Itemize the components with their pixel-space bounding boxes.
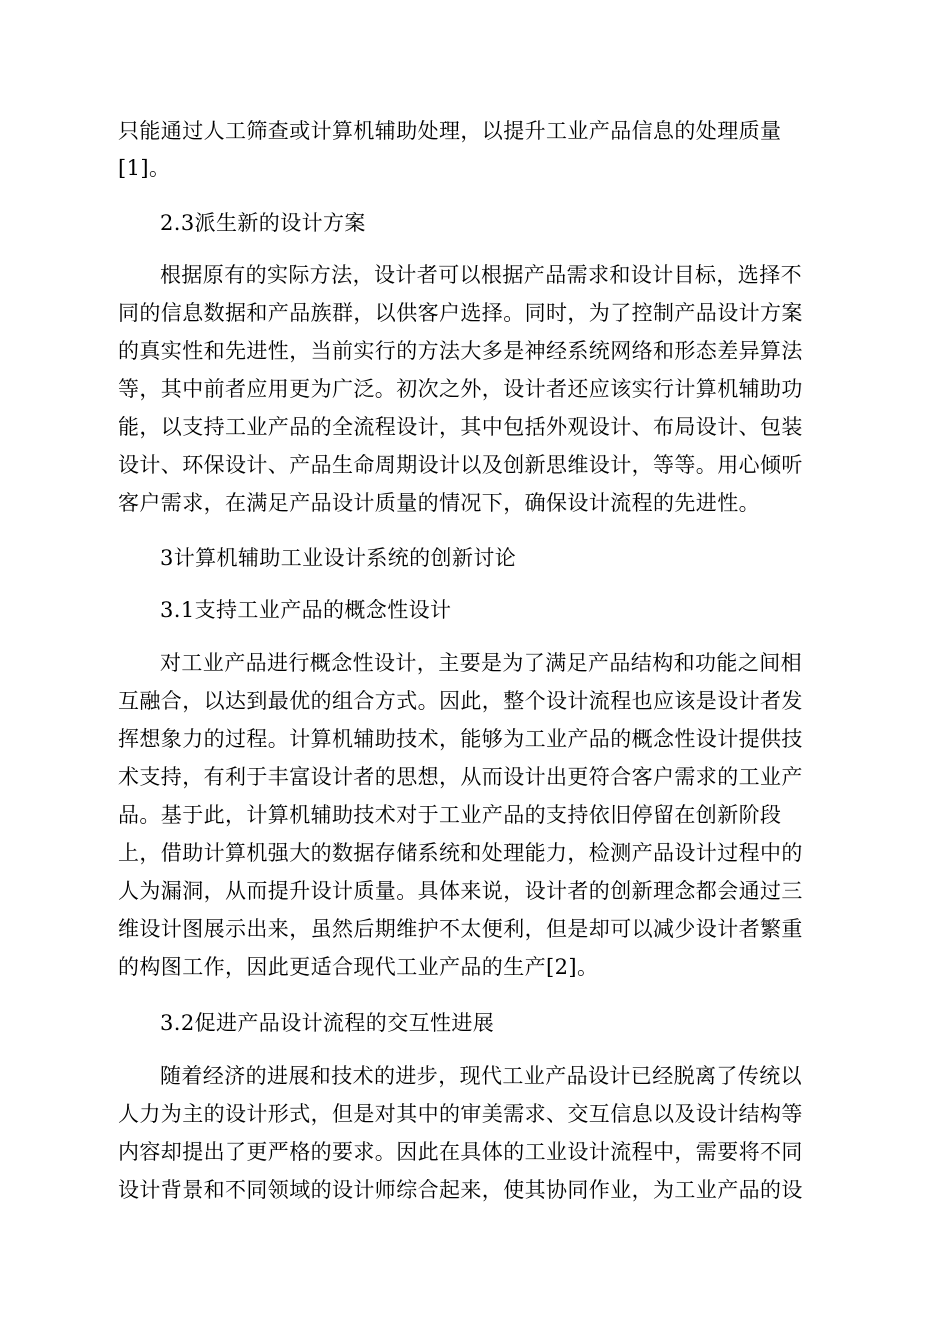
paragraph-line: 设计、环保设计、产品生命周期设计以及创新思维设计，等等。用心倾听 — [118, 453, 803, 477]
section-heading: 2.3派生新的设计方案 — [160, 211, 366, 235]
paragraph-line: 只能通过人工筛查或计算机辅助处理，以提升工业产品信息的处理质量 — [118, 119, 782, 143]
paragraph-line: 品。基于此，计算机辅助技术对于工业产品的支持依旧停留在创新阶段 — [118, 803, 782, 827]
paragraph-line: 人力为主的设计形式，但是对其中的审美需求、交互信息以及设计结构等 — [118, 1102, 803, 1126]
paragraph-line: 上，借助计算机强大的数据存储系统和处理能力，检测产品设计过程中的 — [118, 841, 803, 865]
paragraph-line: 对工业产品进行概念性设计，主要是为了满足产品结构和功能之间相 — [160, 651, 802, 675]
paragraph-line: 根据原有的实际方法，设计者可以根据产品需求和设计目标，选择不 — [160, 263, 802, 287]
paragraph-line: 客户需求，在满足产品设计质量的情况下，确保设计流程的先进性。 — [118, 491, 760, 515]
section-heading: 3.2促进产品设计流程的交互性进展 — [160, 1011, 495, 1035]
paragraph-line: 维设计图展示出来，虽然后期维护不太便利，但是却可以减少设计者繁重 — [118, 917, 803, 941]
paragraph-line: 设计背景和不同领域的设计师综合起来，使其协同作业，为工业产品的设 — [118, 1178, 803, 1202]
paragraph-line: 的构图工作，因此更适合现代工业产品的生产[2]。 — [118, 955, 599, 979]
paragraph-line: 随着经济的进展和技术的进步，现代工业产品设计已经脱离了传统以 — [160, 1064, 802, 1088]
section-heading: 3.1支持工业产品的概念性设计 — [160, 598, 452, 622]
paragraph-line: 互融合，以达到最优的组合方式。因此，整个设计流程也应该是设计者发 — [118, 689, 803, 713]
paragraph-line: [1]。 — [118, 156, 171, 180]
paragraph-line: 内容却提出了更严格的要求。因此在具体的工业设计流程中，需要将不同 — [118, 1140, 803, 1164]
paragraph-line: 同的信息数据和产品族群，以供客户选择。同时，为了控制产品设计方案 — [118, 301, 803, 325]
paragraph-line: 能，以支持工业产品的全流程设计，其中包括外观设计、布局设计、包装 — [118, 415, 803, 439]
section-heading: 3计算机辅助工业设计系统的创新讨论 — [160, 546, 517, 570]
paragraph-line: 挥想象力的过程。计算机辅助技术，能够为工业产品的概念性设计提供技 — [118, 727, 803, 751]
paragraph-line: 术支持，有利于丰富设计者的思想，从而设计出更符合客户需求的工业产 — [118, 765, 803, 789]
paragraph-line: 等，其中前者应用更为广泛。初次之外，设计者还应该实行计算机辅助功 — [118, 377, 803, 401]
paragraph-line: 人为漏洞，从而提升设计质量。具体来说，设计者的创新理念都会通过三 — [118, 879, 803, 903]
paragraph-line: 的真实性和先进性，当前实行的方法大多是神经系统网络和形态差异算法 — [118, 339, 803, 363]
